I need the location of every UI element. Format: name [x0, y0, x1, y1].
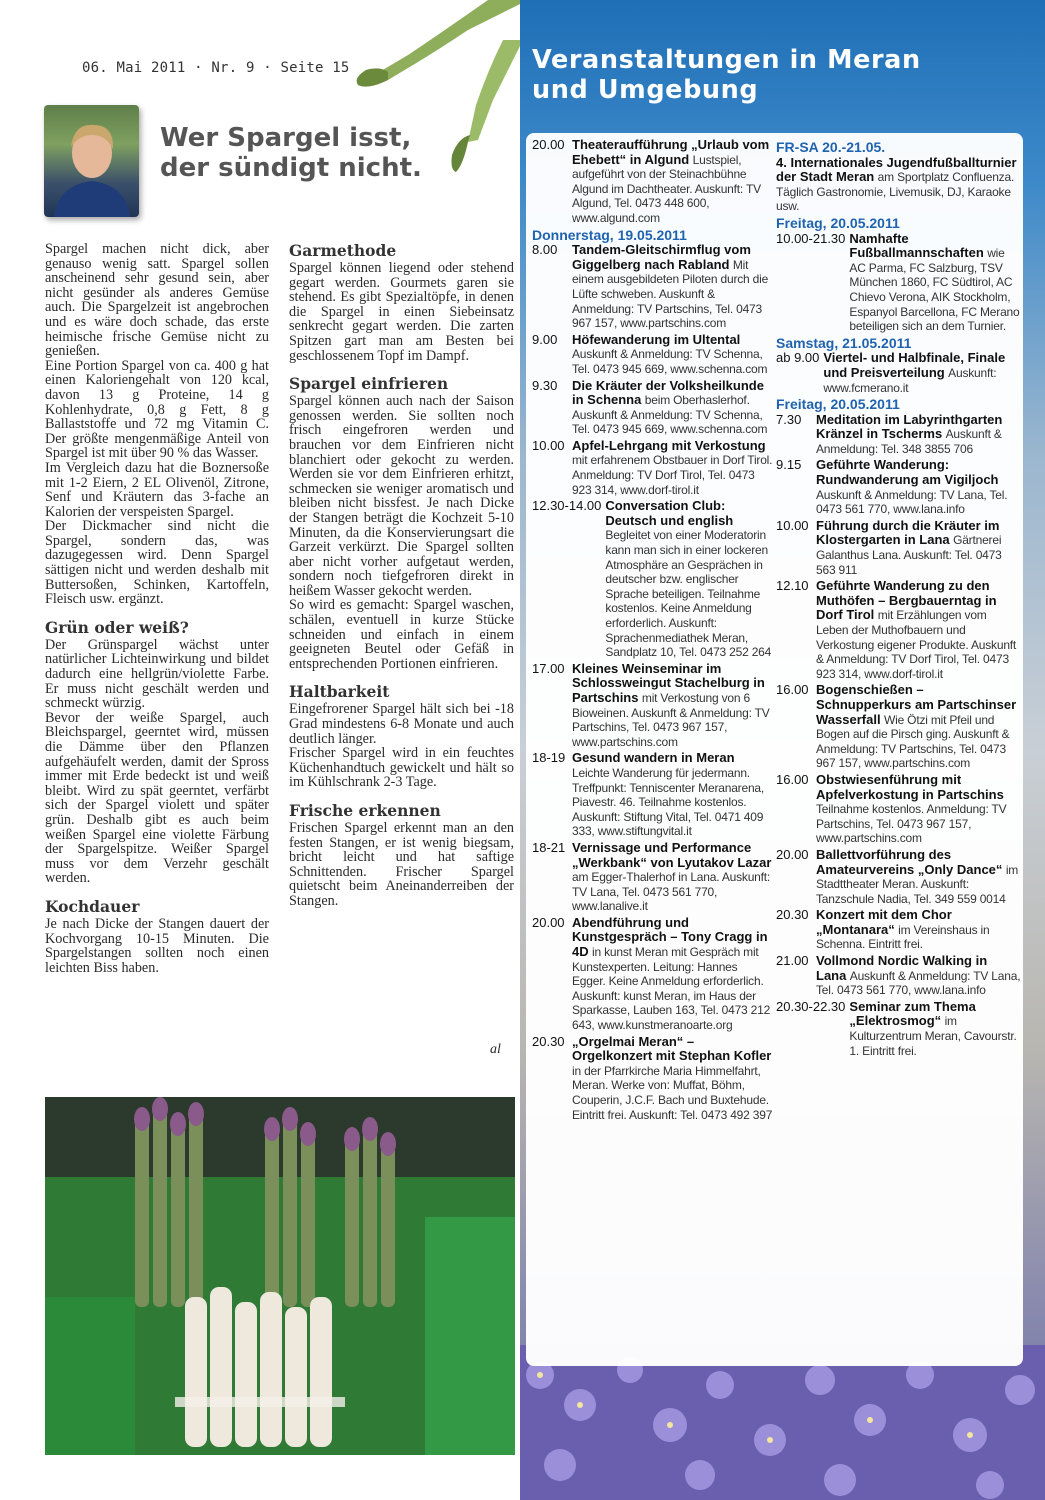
event-time: 9.30 — [532, 377, 558, 393]
event-time: ab 9.00 — [776, 350, 820, 366]
events-title-line-1: Veranstaltungen in Meran — [532, 45, 921, 75]
event-entry — [776, 519, 1021, 577]
event-entry — [776, 1000, 1021, 1058]
event-description: Auskunft: www.fcmerano.it — [823, 365, 997, 395]
event-title: Ballettvorführung des Amateurvereins „Only Dance“ — [816, 846, 1003, 877]
event-title: Geführte Wanderung zu den Muthöfen – Bergbauerntag in Dorf Tirol — [816, 578, 997, 623]
article-paragraph: Spargel machen nicht dick, aber genauso wenig satt. Spargel sollen anscheinend sehr gesund sein, aber nicht gesünder als anderes Gemüse auch. Die Spargelzeit ist angebrochen und es wäre doch schade, das erste heimische frische Gemüse nicht zu genießen. — [45, 241, 269, 360]
event-title: Vollmond Nordic Walking in Lana — [816, 953, 988, 983]
event-description: beim Oberhaslerhof. Auskunft & Anmeldung: TV Schenna, Tel. 0473 945 669, www.schenna.com — [572, 393, 768, 437]
event-description: am Sportplatz Confluenza. Täglich Gastronomie, Livemusik, DJ, Karaoke usw. — [776, 170, 1015, 214]
event-description: im Stadttheater Meran. Auskunft: Tanzschule Nadia, Tel. 349 559 0014 — [816, 862, 1019, 906]
event-body — [572, 243, 774, 331]
event-body — [605, 499, 774, 660]
event-body — [849, 1000, 1021, 1058]
article-title — [160, 123, 422, 183]
event-entry — [532, 333, 774, 377]
article-paragraph: Spargel können auch nach der Saison genossen werden. Sie sollten noch frisch eingefroren werden und brauchen vor dem Einfrieren nicht blanchiert oder gekocht zu werden. Werden sie vor dem Einfrieren erhitzt, schmecken sie weniger aromatisch und bleiben nicht bissfest. Je nach Dicke der Stangen beträgt die Kochzeit 5-10 Minuten, da die Konservierungsart die Garzeit verkürzt. Die Spargel sollten aber nicht vorher aufgetaut werden, sondern noch tiefgefroren direkt in heißem Wasser gekocht werden. — [289, 393, 514, 599]
event-time: 10.00 — [532, 437, 565, 453]
article-paragraph: Frischen Spargel erkennt man an den festen Stangen, er ist wenig biegsam, bricht leicht und hat saftige Schnittenden. Frischer Spargel quietscht beim Aneinanderreiben der Stangen. — [289, 820, 514, 909]
event-title: Die Kräuter der Volksheilkunde in Schenna — [572, 377, 764, 408]
event-entry — [776, 458, 1021, 516]
event-entry — [776, 773, 1021, 846]
event-body — [572, 379, 774, 437]
event-title: Höfewanderung im Ultental — [572, 331, 741, 347]
article-paragraph: Bevor der weiße Spargel, auch Bleichspargel, geerntet wird, müssen die Dämme über den Pflanzen aufgehäufelt werden, damit der Spross immer mit Erde bedeckt ist und weiß bleibt. Wird zu spät geerntet, verfärbt sich der Spargel violett und später grün. Deshalb gibt es auch beim weißen Spargel eine violette Färbung der Spargelspitze. Weißer Spargel muss vor dem Verzehr geschält werden. — [45, 709, 269, 887]
article-paragraph: Eine Portion Spargel von ca. 400 g hat einen Kaloriengehalt von 120 kcal, davon 13 g Proteine, 14 g Kohlenhydrate, 0,8 g Fett, 8 g Ballaststoffe und 72 mg Vitamin C. Der größte mengenmäßige Anteil von Spargel ist mit über 90 % das Wasser. — [45, 357, 269, 462]
event-body — [816, 773, 1021, 846]
event-time: 21.00 — [776, 953, 809, 969]
event-entry — [532, 1035, 774, 1123]
event-description: Leichte Wanderung für jedermann. Treffpunkt: Tenniscenter Meranarena, Piavestr. 46. Teilnahme kostenlos. Auskunft: Stiftung Vital, Tel. 0471 409 333, www.stiftungvital.it — [572, 765, 765, 839]
event-time: 10.00-21.30 — [776, 230, 846, 246]
event-title: Obstwiesenführung mit Apfelverkostung in Partschins — [816, 771, 1004, 802]
event-entry — [776, 954, 1021, 998]
event-day-heading: Samstag, 21.05.2011 — [776, 334, 912, 351]
event-time: 8.00 — [532, 242, 558, 258]
event-body — [572, 916, 774, 1033]
event-body — [816, 848, 1021, 906]
event-title: Meditation im Labyrinthgarten Kränzel in Tscherms — [816, 411, 1003, 442]
event-description: Gärtnerei Galanthus Lana. Auskunft: Tel. 0473 563 911 — [816, 533, 1002, 577]
article-subheading: Kochdauer — [45, 896, 140, 916]
event-title: Führung durch die Kräuter im Klostergarten in Lana — [816, 517, 1000, 548]
event-entry — [776, 579, 1021, 681]
event-entry — [532, 916, 774, 1033]
event-description: wie AC Parma, FC Salzburg, TSV München 1860, FC Südtirol, AC Chievo Verona, AIK Stockholm, Espanyol Barcellona, FC Merano beteiligen sich an dem Turnier. — [849, 246, 1020, 334]
event-day-heading: Freitag, 20.05.2011 — [776, 214, 900, 231]
event-time: 16.00 — [776, 771, 809, 787]
event-entry — [776, 908, 1021, 952]
events-column-left — [532, 138, 774, 1124]
event-time: 16.00 — [776, 682, 809, 698]
event-entry — [776, 232, 1021, 334]
event-time: 20.30 — [532, 1033, 565, 1049]
event-description: Wie Ötzi mit Pfeil und Bogen auf die Pirsch ging. Auskunft & Anmeldung: TV Partschins, Tel. 0473 967 157, www.partschins.com — [816, 712, 1010, 771]
event-entry — [532, 662, 774, 750]
event-title: „Orgelmai Meran“ – Orgelkonzert mit Stephan Kofler — [572, 1033, 772, 1064]
event-description: Auskunft & Anmeldung: TV Lana, Tel. 0473 561 770, www.lana.info — [816, 487, 1008, 517]
event-time: 12.30-14.00 — [532, 498, 602, 514]
event-description: Lustspiel, aufgeführt von der Steinachbühne Algund im Dachtheater. Auskunft: TV Algund, Tel. 0473 448 600, www.algund.com — [572, 152, 761, 225]
event-title: Bogenschießen – Schnupperkurs am Partschinser Wasserfall — [816, 682, 1017, 727]
event-title: Apfel-Lehrgang mit Verkostung — [572, 437, 766, 453]
event-description: in kunst Meran mit Gespräch mit Kunstexperten. Leitung: Hannes Egger. Keine Anmeldung erforderlich. Auskunft: kunst Meran, im Haus der Sparkasse, Lauben 163, Tel. 0473 212 643, www.kunstmeranoarte.org — [572, 945, 771, 1033]
event-description: mit Verkostung von 6 Bioweinen. Auskunft & Anmeldung: TV Partschins, Tel. 0473 967 157, www.partschins.com — [572, 690, 770, 749]
event-time: 7.30 — [776, 411, 802, 427]
event-time: 20.30-22.30 — [776, 998, 846, 1014]
event-title: Seminar zum Thema „Elektrosmog“ — [849, 998, 976, 1029]
event-entry — [532, 379, 774, 437]
event-body — [816, 908, 1021, 952]
event-description: Teilnahme kostenlos. Anmeldung: TV Partschins, Tel. 0473 967 157, www.partschins.com — [816, 802, 1007, 846]
event-title: Vernissage und Performance „Werkbank“ von Lyutakov Lazar — [572, 839, 772, 870]
event-entry — [532, 138, 774, 226]
event-time: 9.00 — [532, 331, 558, 347]
event-time: 20.30 — [776, 907, 809, 923]
article-paragraph: Im Vergleich dazu hat die Boznersoße mit 1-2 Eiern, 2 EL Olivenöl, Zitrone, Senf und Kräutern das 3-fache an Kalorien der verspeisten Spargel. — [45, 459, 269, 520]
author-signature: al — [490, 1042, 501, 1057]
event-time: 17.00 — [532, 660, 565, 676]
event-body — [816, 954, 1021, 998]
event-description: im Vereinshaus in Schenna. Eintritt frei. — [816, 922, 990, 952]
event-body — [572, 662, 774, 750]
event-title: Konzert mit dem Chor „Montanara“ — [816, 907, 952, 937]
event-description: Mit einem ausgebildeten Piloten durch die Lüfte schweben. Auskunft & Anmeldung: TV Partschins, Tel. 0473 967 157, www.partschins.com — [572, 257, 769, 331]
event-entry — [776, 413, 1021, 457]
event-time: 20.00 — [532, 137, 565, 152]
event-title: Abendführung und Kunstgespräch – Tony Cragg in 4D — [572, 914, 768, 960]
event-body — [572, 841, 774, 914]
event-body — [816, 519, 1021, 577]
article-paragraph: Eingefrorener Spargel hält sich bei -18 Grad mindestens 6-8 Monate und auch deutlich länger. — [289, 701, 514, 747]
article-subheading: Grün oder weiß? — [45, 617, 189, 637]
event-entry — [776, 351, 1021, 395]
event-body — [816, 579, 1021, 681]
event-time: 20.00 — [776, 846, 809, 862]
event-entry — [776, 156, 1021, 214]
event-title: Tandem-Gleitschirmflug vom Giggelberg nach Rabland — [572, 242, 751, 272]
event-entry — [776, 848, 1021, 906]
event-body — [572, 333, 774, 377]
event-time: 10.00 — [776, 517, 809, 533]
article-paragraph: Spargel können liegend oder stehend gegart werden. Gourmets garen sie stehend. Es gibt Spezialtöpfe, in denen die Spargel in einen Siebeinsatz senkrecht gegart werden. Die zarten Spitzen gart man am Besten bei geschlossenem Topf im Dampf. — [289, 260, 514, 364]
article-column-middle — [289, 242, 514, 909]
event-body — [776, 156, 1021, 214]
article-subheading: Haltbarkeit — [289, 682, 390, 702]
event-title: 4. Internationales Jugendfußballturnier der Stadt Meran — [776, 154, 1017, 185]
event-day-heading: Donnerstag, 19.05.2011 — [532, 226, 687, 243]
event-entry — [532, 439, 774, 497]
events-title — [532, 45, 921, 105]
event-body — [816, 413, 1021, 457]
event-description: im Kulturzentrum Meran, Cavourstr. 1. Eintritt frei. — [849, 1014, 1017, 1058]
event-description: in der Pfarrkirche Maria Himmelfahrt, Meran. Werke von: Muffat, Böhm, Couperin, J.C.F. Bach und Buxtehude. Eintritt frei. Auskunft: Tel. 0473 492 397 — [572, 1063, 773, 1122]
event-title: Geführte Wanderung: Rundwanderung am Vigiljoch — [816, 457, 999, 488]
event-day-heading: FR-SA 20.-21.05. — [776, 139, 886, 155]
event-title: Gesund wandern in Meran — [572, 750, 735, 766]
event-description: mit erfahrenem Obstbauer in Dorf Tirol. Anmeldung: TV Dorf Tirol, Tel. 0473 923 314, www.dorf-tirol.it — [572, 453, 773, 497]
event-description: Auskunft & Anmeldung: TV Schenna, Tel. 0473 945 669, www.schenna.com — [572, 347, 768, 376]
article-paragraph: Frischer Spargel wird in ein feuchtes Küchenhandtuch gewickelt und hält so im Kühlschrank 2-3 Tage. — [289, 745, 514, 791]
event-time: 18-19 — [532, 750, 566, 766]
event-entry — [532, 751, 774, 839]
event-body — [572, 1035, 774, 1123]
article-paragraph: Der Dickmacher sind nicht die Spargel, sondern das, was dazugegessen wird. Denn Spargel sättigen nicht und werden deshalb mit Buttersoßen, Schinken, Kartoffeln, Fleisch usw. ergänzt. — [45, 518, 269, 608]
event-description: Auskunft & Anmeldung: Tel. 348 3855 706 — [816, 427, 1002, 456]
event-description: am Egger-Thalerhof in Lana. Auskunft: TV Lana, Tel. 0473 561 770, www.lanalive.it — [572, 870, 771, 914]
author-photo — [44, 105, 139, 217]
event-description: Auskunft & Anmeldung: TV Lana, Tel. 0473 561 770, www.lana.info — [816, 968, 1021, 998]
event-entry — [532, 243, 774, 331]
event-description: Begleitet von einer Moderatorin kann man sich in einer lockeren Atmosphäre an Gesprächen in deutscher bzw. englischer Sprache beteiligen. Teilnahme kostenlos. Keine Anmeldung erforderlich. Auskunft: Sprachenmediathek Meran, Sandplatz 10, Tel. 0473 252 264 — [605, 528, 772, 660]
event-description: mit Erzählungen vom Leben der Muthofbauern und Verkostung eigener Produkte. Auskunft & Anmeldung: TV Dorf Tirol, Tel. 0473 923 314, www.dorf-tirol.it — [816, 608, 1017, 681]
flowerbed-photo — [520, 1345, 1045, 1500]
article-title-line-2: der sündigt nicht. — [160, 153, 422, 183]
event-title: Namhafte Fußballmannschaften — [849, 230, 984, 261]
article-paragraph: Der Grünspargel wächst unter natürlicher Lichteinwirkung und bildet dadurch eine hellgrün/violette Farbe. Er muss nicht geschält werden und schmeckt würzig. — [45, 636, 269, 712]
event-body — [823, 351, 1021, 395]
event-body — [849, 232, 1021, 334]
events-column-right — [776, 138, 1021, 1060]
event-title: Kleines Weinseminar im Schlossweingut Stachelburg in Partschins — [572, 660, 765, 705]
event-time: 20.00 — [532, 914, 565, 930]
event-title: Conversation Club: Deutsch und english — [605, 498, 734, 528]
asparagus-market-photo — [45, 1097, 515, 1455]
events-title-line-2: und Umgebung — [532, 75, 759, 105]
article-paragraph: So wird es gemacht: Spargel waschen, schälen, eventuell in kurze Stücke schneiden und einfach in einem geeigneten Beutel oder Gefäß in entsprechenden Portionen einfrieren. — [289, 597, 514, 672]
event-entry — [532, 499, 774, 660]
event-title: Viertel- und Halbfinale, Finale und Preisverteilung — [823, 350, 1006, 380]
issue-header: 06. Mai 2011 · Nr. 9 · Seite 15 — [82, 60, 350, 76]
event-body — [572, 751, 774, 839]
event-body — [816, 683, 1021, 771]
article-column-left — [45, 242, 269, 975]
event-body — [572, 439, 774, 497]
event-time: 18-21 — [532, 839, 566, 855]
article-subheading: Garmethode — [289, 241, 397, 260]
article-subheading: Spargel einfrieren — [289, 374, 449, 394]
article-title-line-1: Wer Spargel isst, — [160, 123, 412, 153]
event-time: 9.15 — [776, 457, 802, 473]
event-time: 12.10 — [776, 578, 809, 594]
event-entry — [532, 841, 774, 914]
event-body — [816, 458, 1021, 516]
event-entry — [776, 683, 1021, 771]
article-paragraph: Je nach Dicke der Stangen dauert der Kochvorgang 10-15 Minuten. Die Spargelstangen sollten noch einen leichten Biss haben. — [45, 915, 269, 976]
article-subheading: Frische erkennen — [289, 801, 441, 820]
event-title: Theateraufführung „Urlaub vom Ehebett“ in Algund — [572, 137, 770, 167]
event-day-heading: Freitag, 20.05.2011 — [776, 396, 900, 413]
event-body — [572, 138, 774, 226]
